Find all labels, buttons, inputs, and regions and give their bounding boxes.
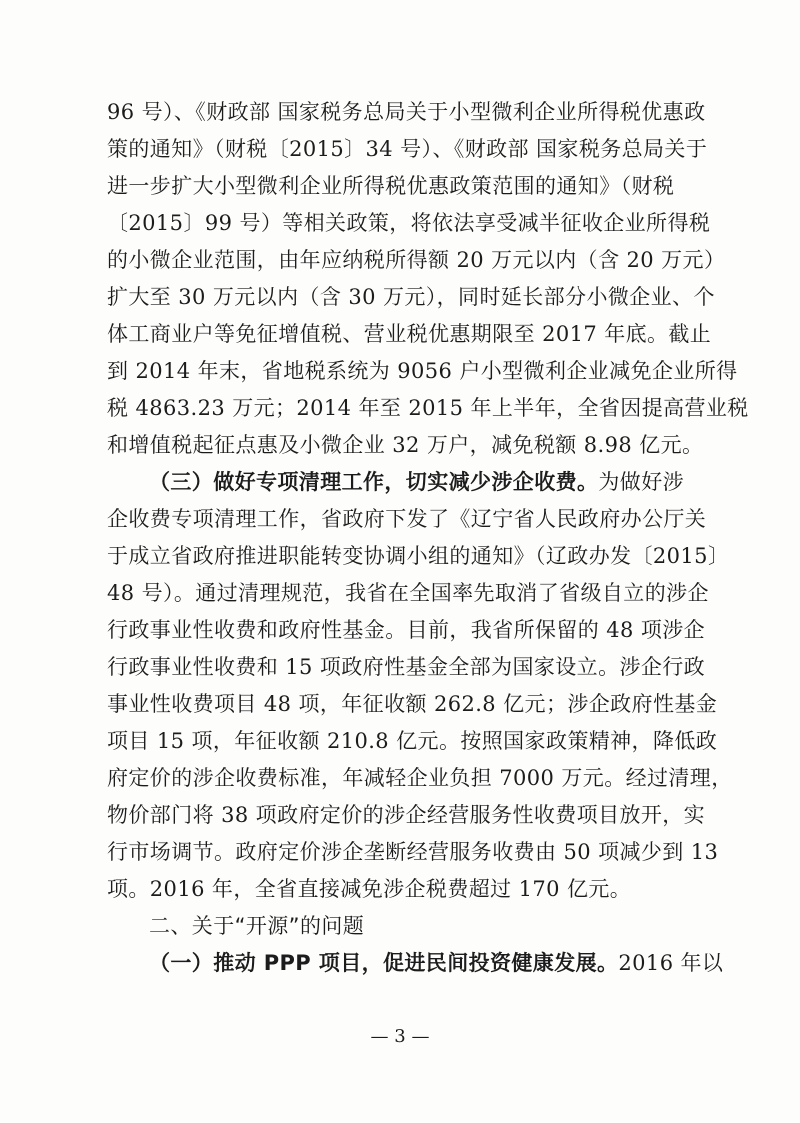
text-line: 事业性收费项目 48 项，年征收额 262.8 亿元；涉企政府性基金 bbox=[107, 692, 718, 716]
text-line: 行政事业性收费和 15 项政府性基金全部为国家设立。涉企行政 bbox=[107, 655, 706, 679]
text-line: 体工商业户等免征增值税、营业税优惠期限至 2017 年底。截止 bbox=[107, 322, 712, 346]
text-line: 和增值税起征点惠及小微企业 32 万户，减免税额 8.98 亿元。 bbox=[107, 433, 704, 457]
text-line: 税 4863.23 万元；2014 年至 2015 年上半年，全省因提高营业税 bbox=[107, 396, 749, 420]
text-line: 96 号）、《财政部 国家税务总局关于小型微利企业所得税优惠政 bbox=[107, 100, 706, 124]
subsection-1-heading: （一）推动 PPP 项目，促进民间投资健康发展。 bbox=[149, 951, 619, 975]
text-line: 进一步扩大小型微利企业所得税优惠政策范围的通知》（财税 bbox=[107, 174, 675, 198]
section-3-heading: （三）做好专项清理工作，切实减少涉企收费。 bbox=[149, 470, 599, 494]
text-line: 扩大至 30 万元以内（含 30 万元），同时延长部分小微企业、个 bbox=[107, 285, 715, 309]
page-number: — 3 — bbox=[370, 1026, 430, 1047]
text-line: 行政事业性收费和政府性基金。目前，我省所保留的 48 项涉企 bbox=[107, 618, 706, 642]
section-3-first-line-text: 为做好涉 bbox=[598, 470, 685, 494]
text-line: 于成立省政府推进职能转变协调小组的通知》（辽政办发〔2015〕 bbox=[107, 544, 730, 568]
section-two-heading: 二、关于“开源”的问题 bbox=[149, 914, 365, 938]
text-line: 行市场调节。政府定价涉企垄断经营服务收费由 50 项减少到 13 bbox=[107, 840, 719, 864]
text-line: 府定价的涉企收费标准，年减轻企业负担 7000 万元。经过清理， bbox=[107, 766, 733, 790]
subsection-1-first-line-text: 2016 年以 bbox=[618, 951, 724, 975]
text-line: 项。2016 年，全省直接减免涉企税费超过 170 亿元。 bbox=[107, 877, 632, 901]
text-line: 48 号）。通过清理规范，我省在全国率先取消了省级自立的涉企 bbox=[107, 581, 709, 605]
text-line: 企收费专项清理工作，省政府下发了《辽宁省人民政府办公厅关 bbox=[107, 507, 707, 531]
text-line: 项目 15 项，年征收额 210.8 亿元。按照国家政策精神，降低政 bbox=[107, 729, 718, 753]
text-line: 的小微企业范围，由年应纳税所得额 20 万元以内（含 20 万元） bbox=[107, 248, 726, 272]
text-line: 到 2014 年末，省地税系统为 9056 户小型微利企业减免企业所得 bbox=[107, 359, 738, 383]
section-3-first-line bbox=[107, 464, 687, 501]
text-line: 物价部门将 38 项政府定价的涉企经营服务性收费项目放开，实 bbox=[107, 803, 706, 827]
text-line: 〔2015〕99 号）等相关政策，将依法享受减半征收企业所得税 bbox=[107, 211, 711, 235]
subsection-1-first-line bbox=[107, 945, 724, 982]
text-line: 策的通知》（财税〔2015〕34 号）、《财政部 国家税务总局关于 bbox=[107, 137, 708, 161]
document-body bbox=[107, 94, 749, 982]
